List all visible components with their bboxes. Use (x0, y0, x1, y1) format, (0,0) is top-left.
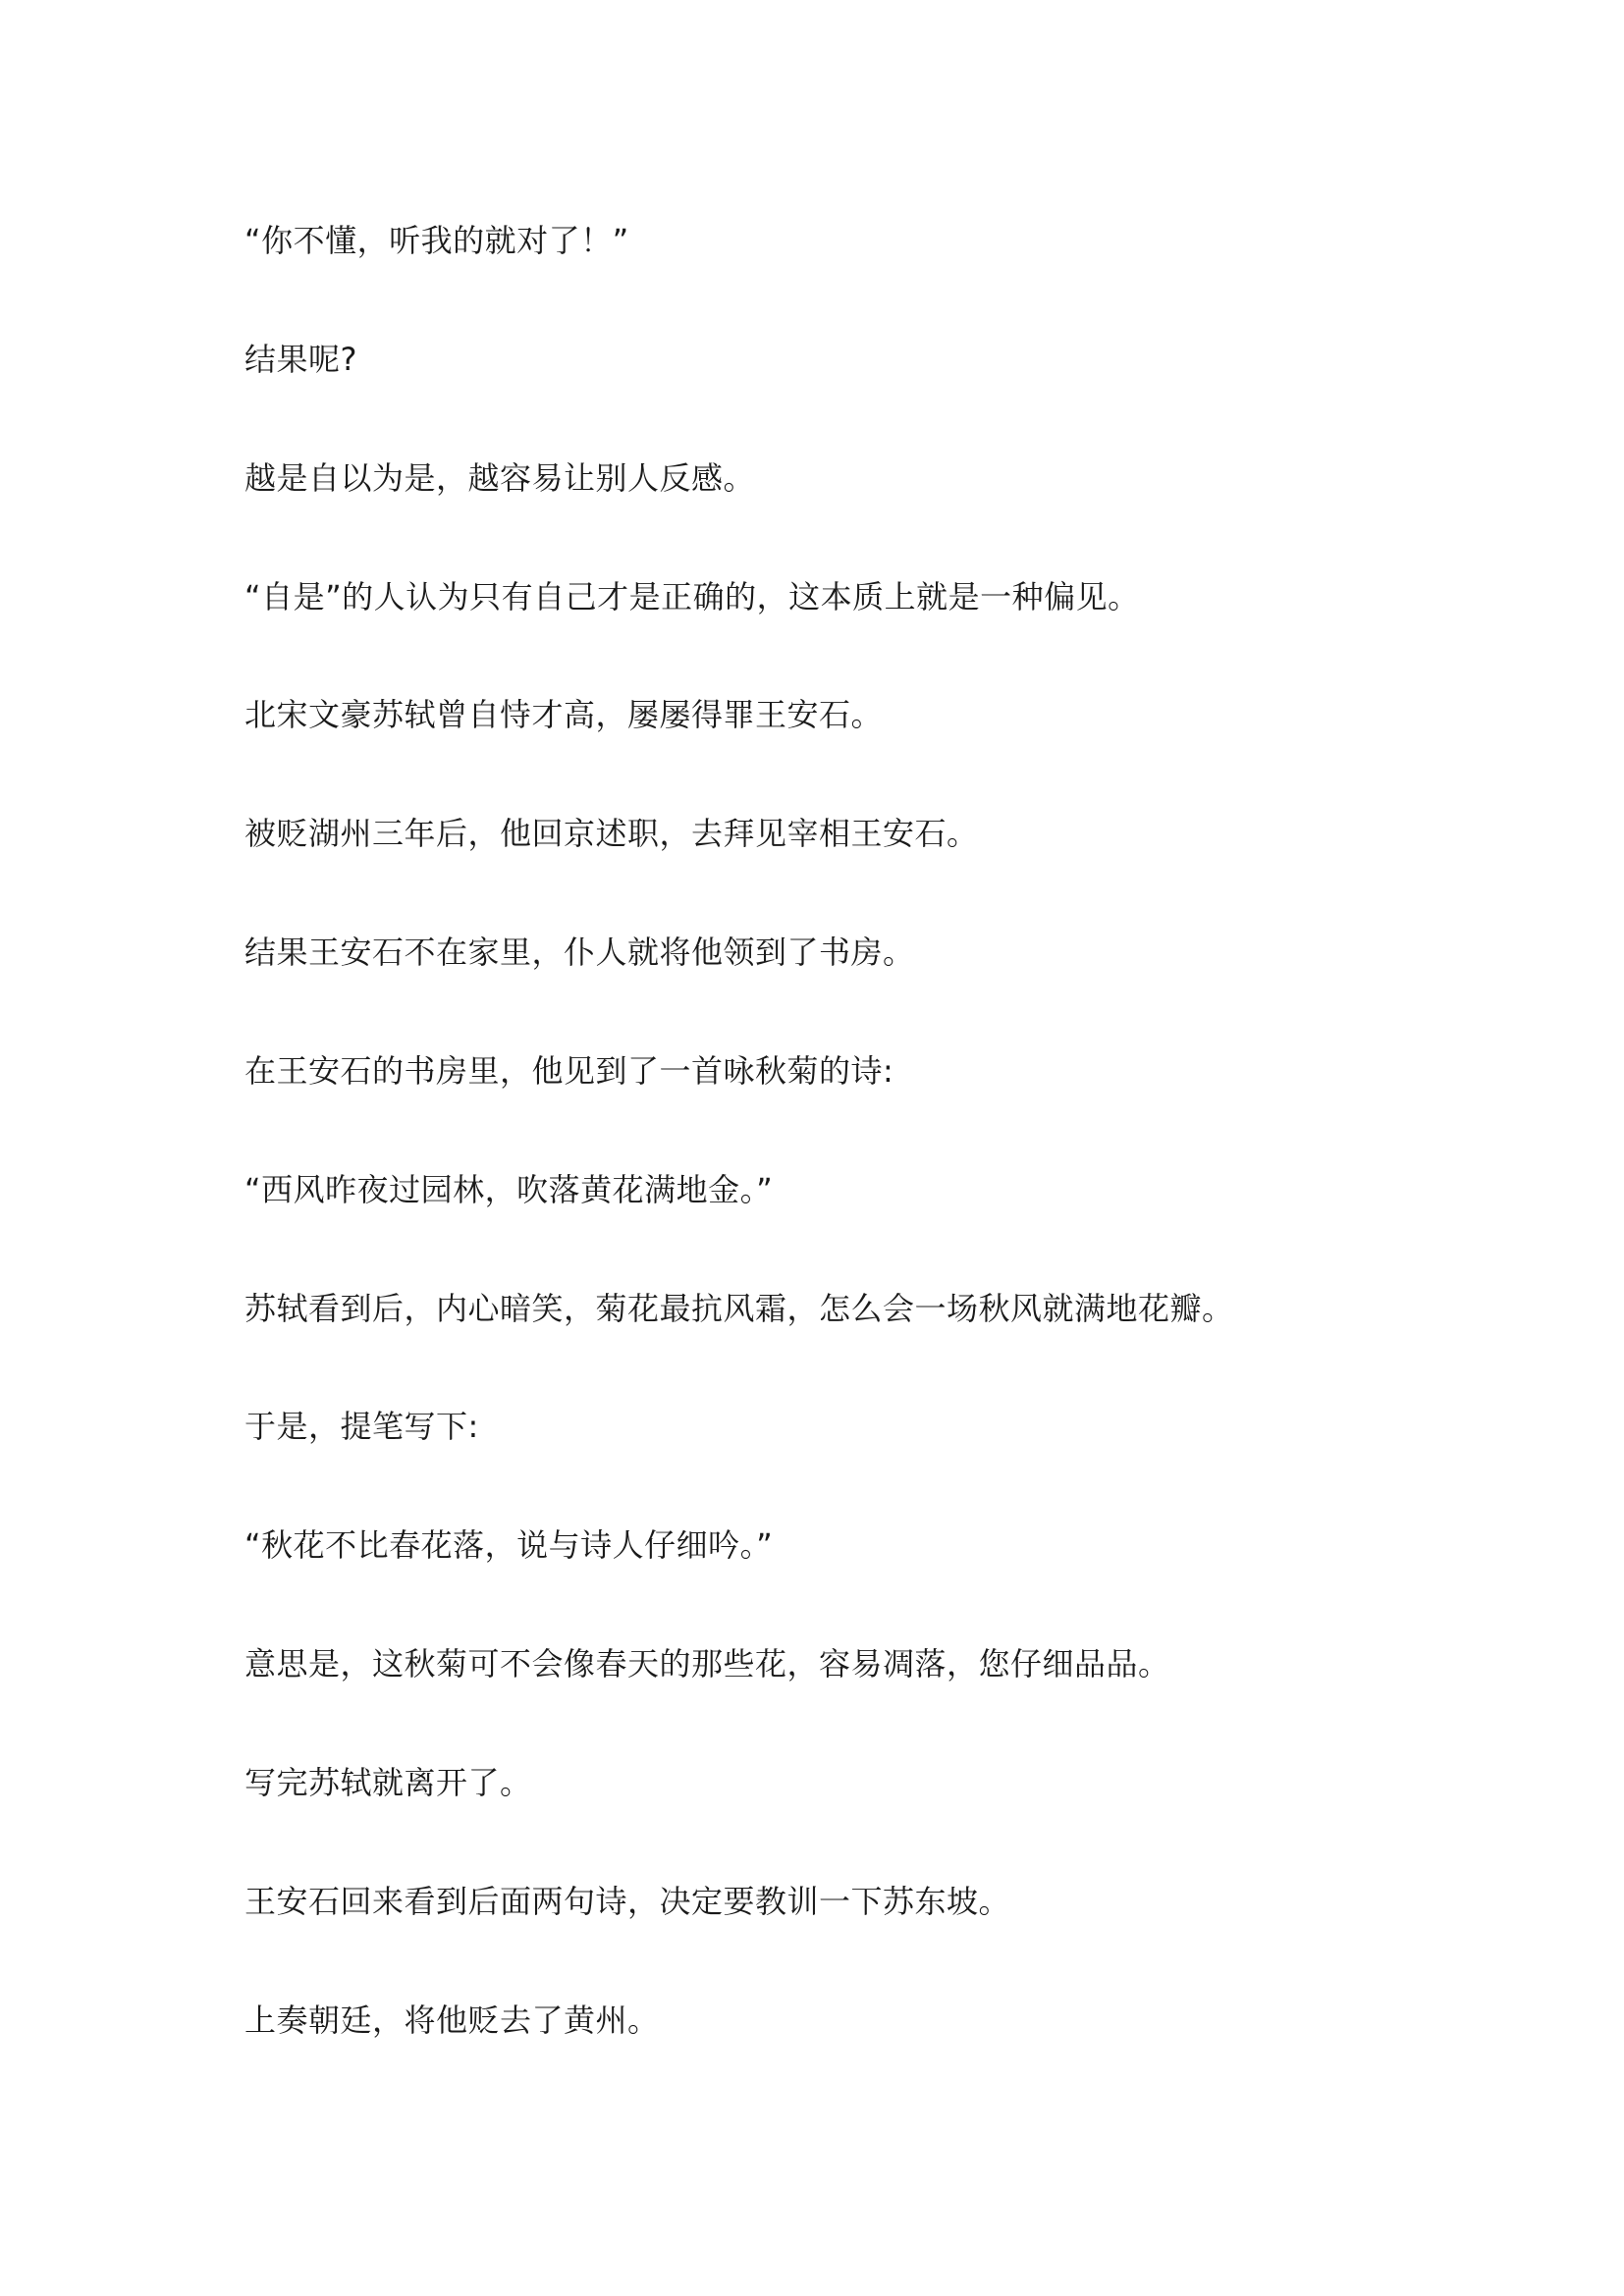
paragraph: 在王安石的书房里，他见到了一首咏秋菊的诗: (244, 1052, 894, 1090)
paragraph: 结果呢? (244, 341, 357, 378)
paragraph: “自是”的人认为只有自己才是正确的，这本质上就是一种偏见。 (244, 578, 1140, 615)
paragraph: 苏轼看到后，内心暗笑，菊花最抗风霜，怎么会一场秋风就满地花瓣。 (244, 1290, 1234, 1327)
paragraph: 意思是，这秋菊可不会像春天的那些花，容易凋落，您仔细品品。 (244, 1645, 1170, 1682)
paragraph: 于是，提笔写下: (244, 1408, 479, 1445)
paragraph: 结果王安石不在家里，仆人就将他领到了书房。 (244, 934, 915, 971)
paragraph: 被贬湖州三年后，他回京述职，去拜见宰相王安石。 (244, 815, 979, 852)
paragraph: 越是自以为是，越容易让别人反感。 (244, 459, 756, 497)
paragraph: 王安石回来看到后面两句诗，决定要教训一下苏东坡。 (244, 1883, 1011, 1920)
paragraph: “秋花不比春花落，说与诗人仔细吟。” (244, 1526, 774, 1564)
paragraph: 上奏朝廷，将他贬去了黄州。 (244, 2002, 660, 2039)
paragraph: “西风昨夜过园林，吹落黄花满地金。” (244, 1171, 774, 1208)
paragraph: 写完苏轼就离开了。 (244, 1764, 532, 1801)
paragraph: 北宋文豪苏轼曾自恃才高，屡屡得罪王安石。 (244, 696, 884, 733)
paragraph: “你不懂，听我的就对了！” (244, 222, 629, 259)
